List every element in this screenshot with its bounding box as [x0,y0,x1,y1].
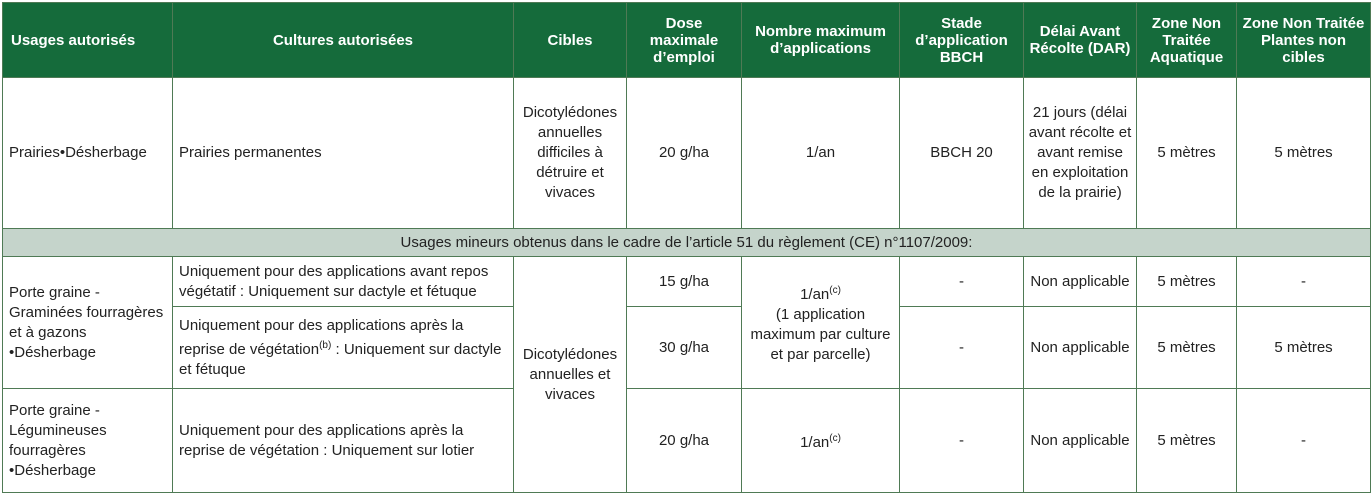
table-row [3,78,1371,229]
table-row [3,307,1371,389]
header-znt-plantes: Zone Non Traitée Plantes non cibles [1237,3,1371,78]
applications-cell [742,257,900,389]
header-dar: Délai Avant Récolte (DAR) [1024,3,1137,78]
header-cultures: Cultures autorisées [173,3,514,78]
stade-cell: - [900,257,1024,307]
minor-note: Usages mineurs obtenus dans le cadre de l’article 51 du règlement (CE) n°1107/2009: [3,229,1371,257]
znt-plantes-cell: - [1237,257,1371,307]
stade-cell: - [900,307,1024,389]
header-znt-aquatique: Zone Non Traitée Aquatique [1137,3,1237,78]
znt-aquatique-cell: 5 mètres [1137,257,1237,307]
culture-text-part1: Uniquement pour des applications après la reprise de végétation [179,316,464,358]
znt-aquatique-cell: 5 mètres [1137,78,1237,229]
culture-cell: Uniquement pour des applications après la reprise de végétation : Uniquement sur lotier [173,389,514,493]
table-row [3,389,1371,493]
stade-cell: - [900,389,1024,493]
usage-cell: Prairies•Désherbage [3,78,173,229]
applications-main: 1/an [800,285,830,303]
stade-cell: BBCH 20 [900,78,1024,229]
dose-cell: 20 g/ha [627,78,742,229]
znt-aquatique-cell: 5 mètres [1137,307,1237,389]
dar-cell: Non applicable [1024,389,1137,493]
znt-plantes-cell: - [1237,389,1371,493]
dose-cell: 20 g/ha [627,389,742,493]
minor-note-row [3,229,1371,257]
applications-main: 1/an [800,433,830,451]
dose-cell: 15 g/ha [627,257,742,307]
header-applications: Nombre maximum d’applications [742,3,900,78]
footnote-c: (c) [829,432,841,444]
applications-detail: (1 application maximum par culture et par parcelle) [750,305,891,363]
dar-cell: Non applicable [1024,257,1137,307]
header-row [3,3,1371,78]
usage-cell: Porte graine - Graminées fourragères et à gazons •Désherbage [3,257,173,389]
dose-cell: 30 g/ha [627,307,742,389]
table-row [3,257,1371,307]
header-stade: Stade d’application BBCH [900,3,1024,78]
usage-table [2,2,1371,493]
header-dose: Dose maximale d’emploi [627,3,742,78]
footnote-c: (c) [829,284,841,296]
znt-aquatique-cell: 5 mètres [1137,389,1237,493]
culture-cell: Uniquement pour des applications avant repos végétatif : Uniquement sur dactyle et fétuque [173,257,514,307]
applications-cell: 1/an [742,78,900,229]
culture-text-part2: : Uniquement sur dactyle et fétuque [179,340,502,378]
applications-cell [742,389,900,493]
dar-cell: 21 jours (délai avant récolte et avant remise en exploitation de la prairie) [1024,78,1137,229]
usage-cell: Porte graine - Légumineuses fourragères •Désherbage [3,389,173,493]
cibles-cell: Dicotylédones annuelles difficiles à détruire et vivaces [514,78,627,229]
header-usages: Usages autorisés [3,3,173,78]
header-cibles: Cibles [514,3,627,78]
cibles-cell: Dicotylédones annuelles et vivaces [514,257,627,493]
culture-cell [173,307,514,389]
footnote-b: (b) [319,339,332,351]
culture-cell: Prairies permanentes [173,78,514,229]
znt-plantes-cell: 5 mètres [1237,307,1371,389]
dar-cell: Non applicable [1024,307,1137,389]
znt-plantes-cell: 5 mètres [1237,78,1371,229]
